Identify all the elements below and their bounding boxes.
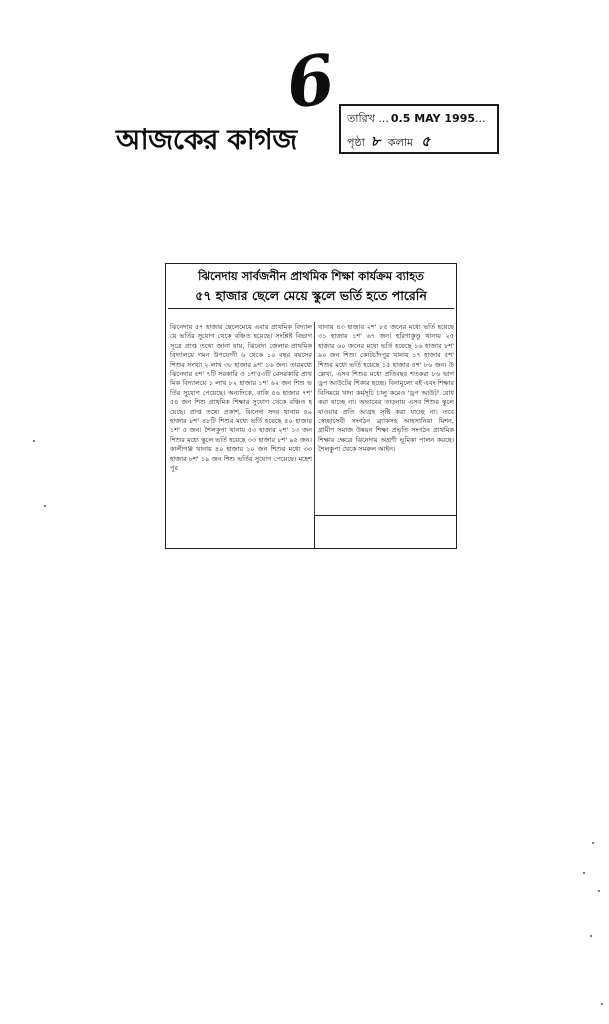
- scan-speck: [601, 1003, 603, 1005]
- newspaper-masthead: আজকের কাগজ: [116, 123, 297, 156]
- news-clipping: [165, 263, 457, 549]
- clipping-cut-corner: [314, 515, 456, 548]
- scan-speck: [44, 505, 46, 507]
- article-column-right: থানায় ৪৩ হাজার ২শ' ৮৫ জনের মধ্যে ভর্তি হয়েছে ৩১ হাজার ১শ' ৬৭ জন। হরিণাকুণ্ডু থানায় ২৫ হাজার ৬০ জনের মধ্যে ভর্তি হয়েছে ১৬ হাজার ৮শ' ৯০ জন শিশু। কোটচাঁদপুর থানায় ১৭ হাজার ৫শ' শিশুর মধ্যে ভর্তি হয়েছে ১৫ হাজার ৫শ' ৮৬ জন। উল্লেখ্য, এসব শিশুর মধ্যে প্রতিবছর শতকরা ৮৬ ভাগ ড্রপ আউটের শিকার হচ্ছে। বিনামূল্যে বই এবং শিক্ষার বিনিময়ে খাদ্য কর্মসূচি চালু করেও 'ড্রপ আউট' রোধ করা যাচ্ছে না। অভাবের তাড়নায় এসব শিশুর স্কুলে যাওয়ার প্রতি আগ্রহ সৃষ্টি করা যাচ্ছে না। তবে স্বেচ্ছাসেবী সংগঠন ব্র্যাকসহ আহসানিয়া মিশন, গ্রামীণ সমাজ উন্নয়ন শিক্ষা প্রভৃতি সংগঠন প্রাথমিক শিক্ষার ক্ষেত্রে ঝিনেদায় অগ্রণী ভূমিকা পালন করছে। শৈলকুপা থেকে সমরুল আইন।: [318, 323, 454, 454]
- scan-speck: [583, 872, 585, 874]
- archive-stamp: [339, 104, 499, 154]
- stamp-date-row: তারিখ ... 0.5 MAY 1995...: [347, 112, 486, 125]
- article-column-left: ঝিনেদায় ৫৭ হাজার ছেলেমেয়ে এবার প্রাথমিক বিদ্যালয়ে ভর্তির সুযোগ থেকে বঞ্চিত হয়েছে। সংশ্লিষ্ট বিভাগ সূত্রে প্রাপ্ত তথ্যে জানা যায়, ঝিনেদা জেলার প্রাথমিক বিদ্যালয়ে গমন উপযোগী ৬ থেকে ১০ বছর বয়সের শিশুর সংখ্যা ২ লাখ ৩৮ হাজার ৯শ' ১৬ জন। তারমধ্যে ঝিনেদার ৫শ' ৭টি সরকারি ও ১শ'৫৩টি বেসরকারি প্রাথমিক বিদ্যালয়ে ১ লাখ ৮২ হাজার ১শ' ৬২ জন শিশু ভর্তির সুযোগ পেয়েছে। অন্যদিকে, বাকি ৫৬ হাজার ৭শ' ৫৪ জন শিশু প্রাথমিক শিক্ষার সুযোগ থেকে বঞ্চিত হয়েছে। প্রাপ্ত তথ্যে প্রকাশ, ঝিনেদা সদর থানায় ৫৯ হাজার ৮শ' ৪৮টি শিশুর মধ্যে ভর্তি হয়েছে ৫০ হাজার ১শ' ৫ জন। শৈলকুপা থানায় ৫৩ হাজার ২শ' ১৩ জন শিশুর মধ্যে স্কুলে ভর্তি হয়েছে ৩৩ হাজার ৮শ' ৯৫ জন। কালীগঞ্জ থানায় ৪০ হাজার ১০ জন শিশুর মধ্যে ৩৩ হাজার ৮শ' ১৯ জন শিশু ভর্তির সুযোগ পেয়েছে। মহেশপুর: [170, 323, 312, 473]
- article-headline: [168, 266, 454, 309]
- headline-line-2: ৫৭ হাজার ছেলে মেয়ে স্কুলে ভর্তি হতে পারেনি: [195, 288, 427, 303]
- stamp-column-value: ৫: [421, 134, 431, 150]
- column-divider: [314, 322, 315, 547]
- scan-speck: [592, 842, 594, 844]
- scan-speck: [590, 935, 592, 937]
- stamp-page-label: পৃষ্ঠা: [347, 136, 365, 149]
- scan-speck: [598, 890, 600, 892]
- stamp-page-value: ৮: [370, 134, 380, 150]
- handwritten-page-number: 6: [281, 39, 340, 125]
- stamp-column-label: কলাম: [387, 136, 414, 149]
- scan-speck: [33, 440, 35, 442]
- stamp-date-value: 0.5 MAY 1995: [390, 112, 476, 125]
- stamp-page-row: [347, 135, 430, 149]
- stamp-date-label: তারিখ: [347, 112, 375, 125]
- headline-line-1: ঝিনেদায় সার্বজনীন প্রাথমিক শিক্ষা কার্যক্রম ব্যাহত: [198, 269, 424, 283]
